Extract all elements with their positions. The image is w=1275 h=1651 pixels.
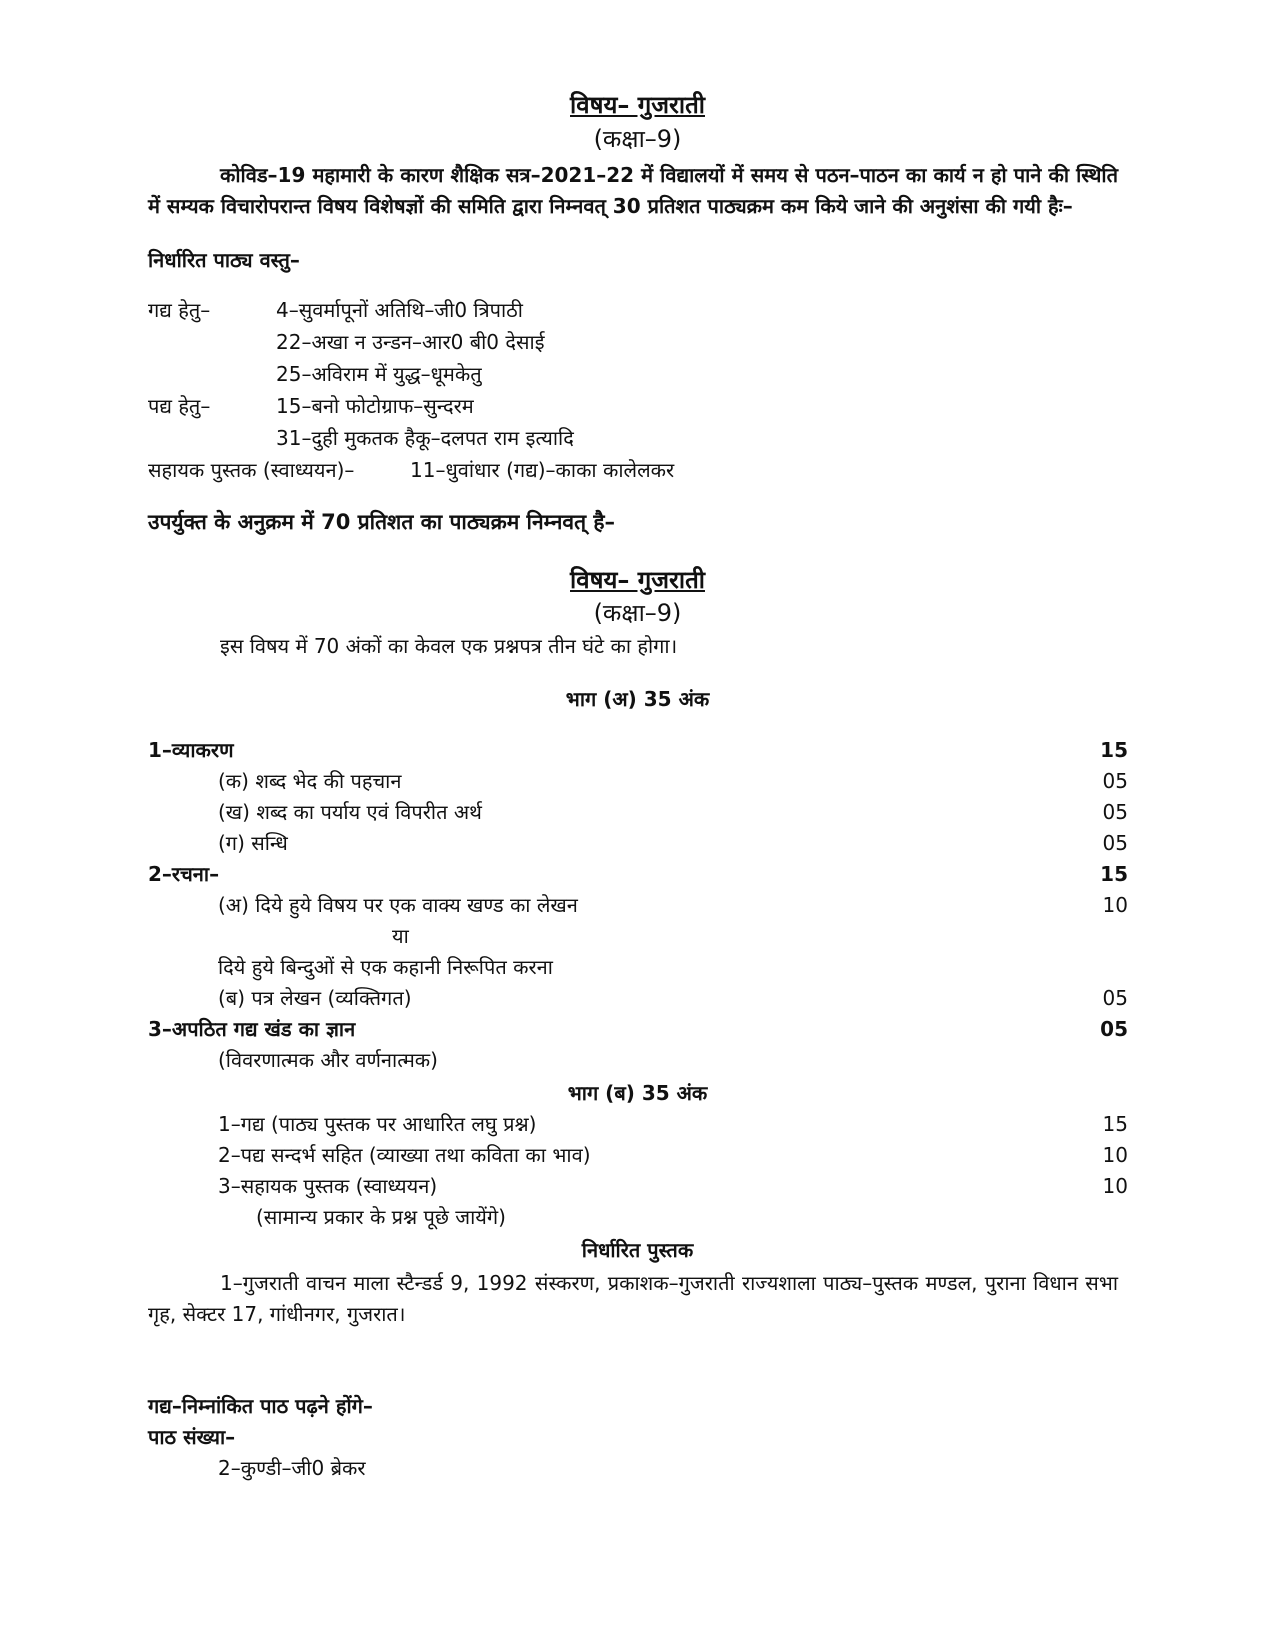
gadya-heading: गद्य–निम्नांकित पाठ पढ़ने होंगे– xyxy=(148,1394,373,1418)
part-b-note: (सामान्य प्रकार के प्रश्न पूछे जायेंगे) xyxy=(256,1205,506,1229)
sahayak-label: सहायक पुस्तक (स्वाध्ययन)– xyxy=(148,458,355,482)
rachna-item: (ब) पत्र लेखन (व्यक्तिगत) xyxy=(218,986,412,1010)
padya-item: 31–दुही मुकतक हैकू–दलपत राम इत्यादि xyxy=(276,426,574,450)
transition-line: उपर्युक्त के अनुक्रम में 70 प्रतिशत का पाठ्यक्रम निम्नवत् है– xyxy=(148,510,615,534)
part-b-item: 2–पद्य सन्दर्भ सहित (व्याख्या तथा कविता का भाव) xyxy=(218,1143,591,1167)
part-b-item-marks: 10 xyxy=(1102,1143,1128,1167)
part-b-heading: भाग (ब) 35 अंक xyxy=(567,1081,708,1105)
rachna-alt: दिये हुये बिन्दुओं से एक कहानी निरूपित करना xyxy=(218,955,553,979)
vyakaran-item-marks: 05 xyxy=(1102,769,1128,793)
paper-note: इस विषय में 70 अंकों का केवल एक प्रश्नपत्र तीन घंटे का होगा। xyxy=(220,634,678,658)
part-a-heading: भाग (अ) 35 अंक xyxy=(565,687,710,711)
vyakaran-item: (ख) शब्द का पर्याय एवं विपरीत अर्थ xyxy=(218,800,482,824)
gadya-item: 25–अविराम में युद्ध–धूमकेतु xyxy=(276,362,482,386)
apathit-note: (विवरणात्मक और वर्णनात्मक) xyxy=(218,1048,438,1072)
rachna-item: (अ) दिये हुये विषय पर एक वाक्य खण्ड का लेखन xyxy=(218,893,578,917)
vyakaran-item: (क) शब्द भेद की पहचान xyxy=(218,769,402,793)
rachna-marks: 15 xyxy=(1100,862,1128,886)
part-b-item-marks: 10 xyxy=(1102,1174,1128,1198)
prescribed-heading: निर्धारित पाठ्य वस्तु– xyxy=(148,248,300,272)
part-b-item-marks: 15 xyxy=(1102,1112,1128,1136)
part-b-item: 3–सहायक पुस्तक (स्वाध्ययन) xyxy=(218,1174,438,1198)
intro-paragraph: कोविड–19 महामारी के कारण शैक्षिक सत्र–2021–22 में विद्यालयों में समय से पठन–पाठन का कार्य न हो पाने की स्थिति में सम्यक विचारोपरान्त विषय विशेषज्ञों की समिति द्वारा निम्नवत् 30 प्रतिशत पाठ्यक्रम कम किये जाने की अनुशंसा की गयी हैः– xyxy=(148,163,1118,218)
subject-title-2: विषय– गुजराती xyxy=(570,566,705,594)
rachna-item-marks: 10 xyxy=(1102,893,1128,917)
vyakaran-label: 1–व्याकरण xyxy=(148,738,234,762)
rachna-item-marks: 05 xyxy=(1102,986,1128,1010)
path-number-label: पाठ संख्या– xyxy=(148,1425,236,1449)
padya-item: 15–बनो फोटोग्राफ–सुन्दरम xyxy=(276,394,474,418)
rachna-label: 2–रचना– xyxy=(148,862,220,886)
vyakaran-item-marks: 05 xyxy=(1102,800,1128,824)
gadya-label: गद्य हेतु– xyxy=(148,298,211,322)
class-label-2: (कक्षा–9) xyxy=(593,599,682,627)
subject-title: विषय– गुजराती xyxy=(570,91,705,119)
or-label: या xyxy=(392,924,409,948)
vyakaran-item: (ग) सन्धि xyxy=(218,831,288,855)
vyakaran-item-marks: 05 xyxy=(1102,831,1128,855)
part-b-item: 1–गद्य (पाठ्य पुस्तक पर आधारित लघु प्रश्न) xyxy=(218,1112,537,1136)
book-paragraph: 1–गुजराती वाचन माला स्टैन्डर्ड 9, 1992 संस्करण, प्रकाशक–गुजराती राज्यशाला पाठ्य–पुस्तक मण्डल, पुराना विधान सभा गृह, सेक्टर 17, गांधीनगर, गुजरात। xyxy=(148,1271,1118,1326)
apathit-marks: 05 xyxy=(1100,1017,1128,1041)
gadya-item: 22–अखा न उन्डन–आर0 बी0 देसाई xyxy=(276,330,545,354)
padya-label: पद्य हेतु– xyxy=(148,394,211,418)
vyakaran-marks: 15 xyxy=(1100,738,1128,762)
books-heading: निर्धारित पुस्तक xyxy=(581,1238,694,1262)
path-item: 2–कुण्डी–जी0 ब्रेकर xyxy=(218,1456,366,1480)
apathit-label: 3–अपठित गद्य खंड का ज्ञान xyxy=(148,1017,356,1041)
gadya-item: 4–सुवर्मापूनों अतिथि–जी0 त्रिपाठी xyxy=(276,298,523,322)
class-label: (कक्षा–9) xyxy=(593,125,682,153)
sahayak-item: 11–धुवांधार (गद्य)–काका कालेलकर xyxy=(410,458,675,482)
